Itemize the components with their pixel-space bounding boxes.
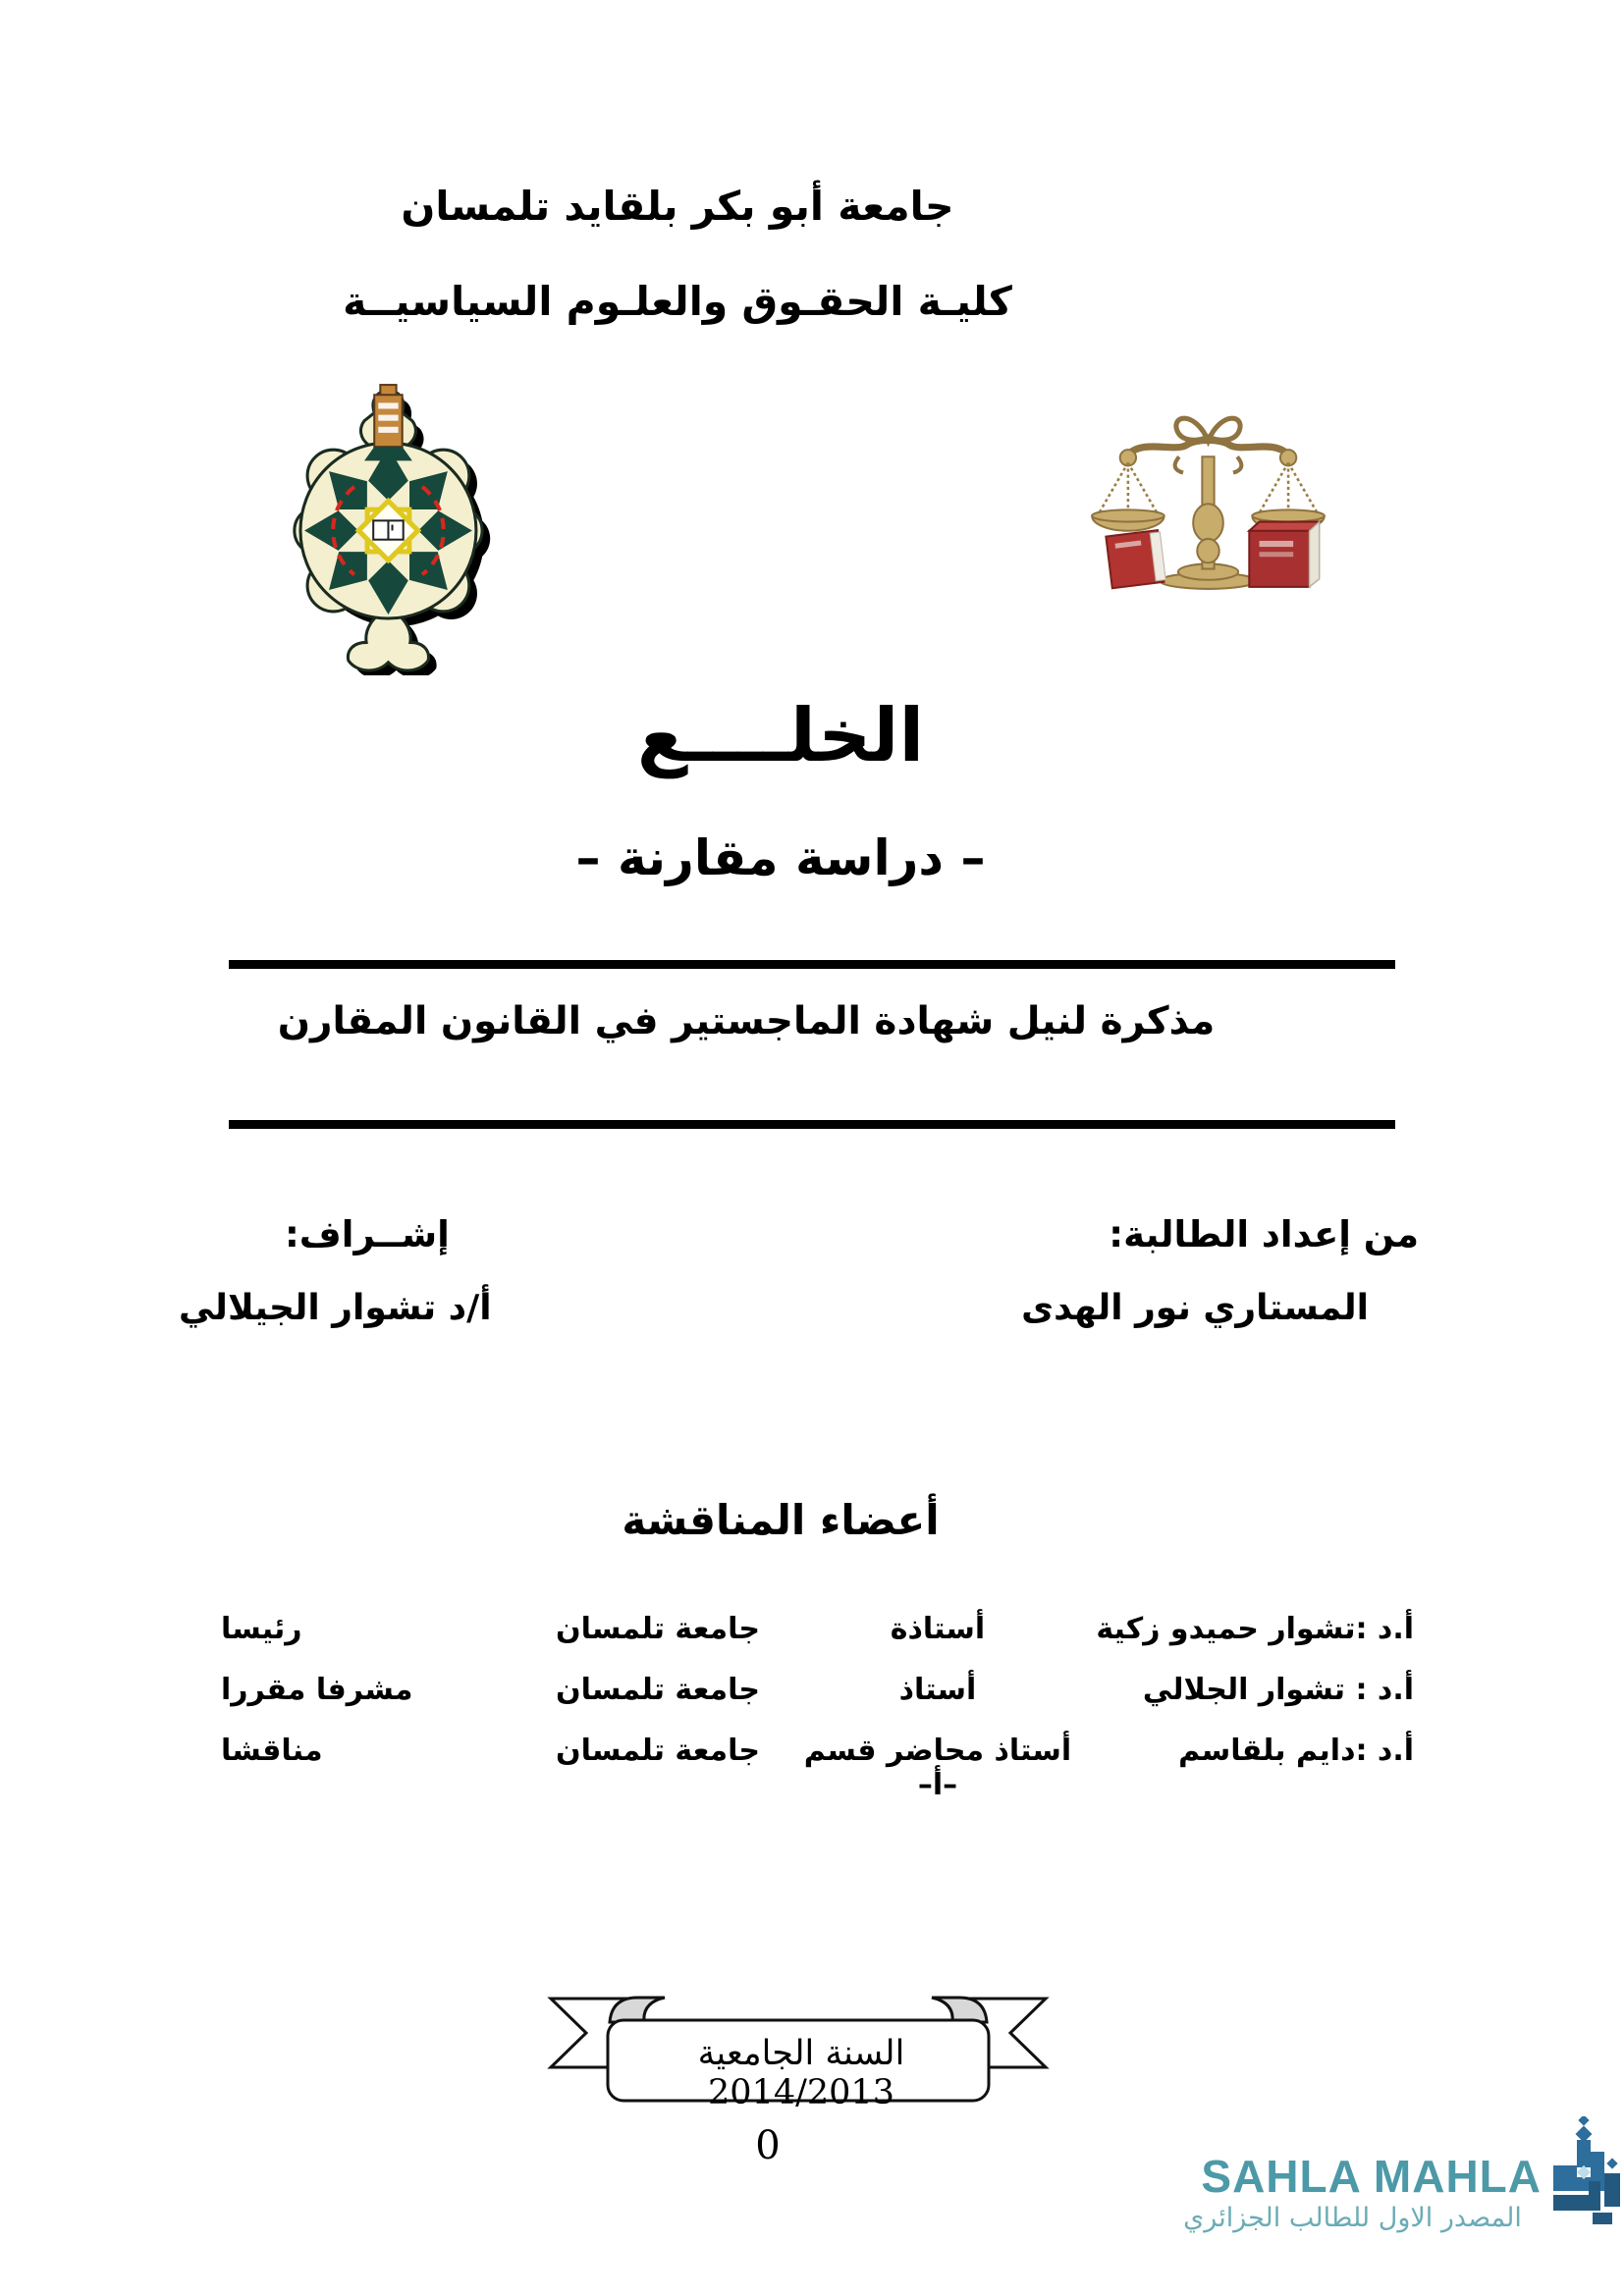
scales-of-justice-icon (1083, 395, 1333, 591)
thesis-title: الخلــــع (636, 692, 925, 778)
committee-member-name: أ.د :دايم بلقاسم (1178, 1734, 1414, 1768)
sahla-mahla-tagline: المصدر الاول للطالب الجزائري (1183, 2203, 1522, 2233)
academic-year: السنة الجامعية 2014/2013 (697, 2034, 905, 2112)
committee-member-university: جامعة تلمسان (555, 1673, 761, 1707)
committee-member-role: مشرفا مقررا (221, 1673, 413, 1707)
university-name: جامعة أبو بكر بلقايد تلمسان (401, 183, 954, 230)
committee-member-university: جامعة تلمسان (555, 1612, 761, 1646)
committee-member-title: أستاذ (898, 1673, 977, 1707)
committee-member-role: مناقشا (221, 1734, 323, 1768)
sahla-mahla-wordmark: SAHLA MAHLA (1201, 2151, 1542, 2202)
separator-line-top (229, 960, 1395, 969)
student-label: من إعداد الطالبة: (1109, 1213, 1419, 1255)
student-name: المستاري نور الهدى (1021, 1288, 1369, 1328)
committee-member-title: أستاذ محاضر قسم –أ– (803, 1734, 1072, 1802)
committee-heading: أعضاء المناقشة (622, 1496, 940, 1544)
committee-member-role: رئيسا (221, 1612, 302, 1646)
faculty-name: كليـة الحقـوق والعلـوم السياسيــة (343, 278, 1012, 325)
degree-statement: مذكرة لنيل شهادة الماجستير في القانون المقارن (277, 999, 1216, 1043)
committee-member-name: أ.د :تشوار حميدو زكية (1096, 1612, 1414, 1646)
committee-member-university: جامعة تلمسان (555, 1734, 761, 1768)
committee-table (221, 1612, 1414, 1802)
thesis-subtitle: – دراسة مقارنة – (575, 829, 986, 886)
sahla-mahla-watermark (1164, 2116, 1624, 2233)
separator-line-bottom (229, 1120, 1395, 1129)
sahla-mahla-text (1164, 2150, 1542, 2233)
supervisor-label: إشــراف: (285, 1213, 450, 1255)
sahla-mahla-emblem-icon (1543, 2116, 1624, 2226)
committee-member-name: أ.د : تشوار الجلالي (1142, 1673, 1414, 1707)
supervisor-name: أ/د تشوار الجيلالي (179, 1288, 492, 1328)
page-number: 0 (755, 2123, 781, 2168)
committee-member-title: أستاذة (890, 1612, 986, 1646)
university-emblem-icon (288, 381, 494, 675)
